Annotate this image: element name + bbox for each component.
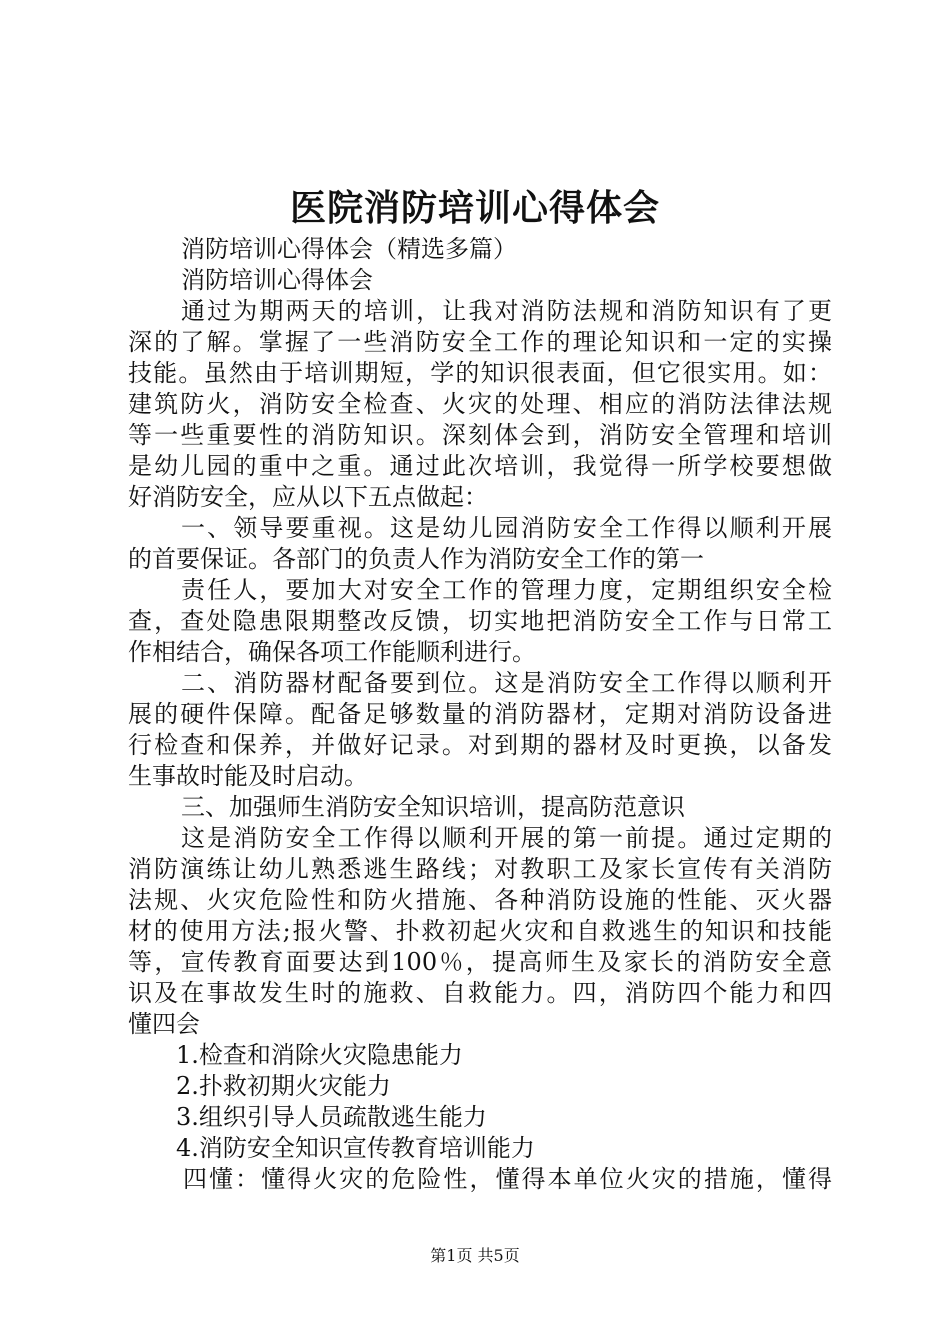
list-item: 3.组织引导人员疏散逃生能力 [176,1103,487,1131]
paragraph-line: 展的硬件保障。配备足够数量的消防器材，定期对消防设备进 [128,700,832,728]
paragraph-line: 通过为期两天的培训，让我对消防法规和消防知识有了更 [181,297,832,325]
paragraph-line: 深的了解。掌握了一些消防安全工作的理论知识和一定的实操 [128,328,832,356]
paragraph-line: 作相结合，确保各项工作能顺利进行。 [128,638,536,666]
paragraph-line: 技能。虽然由于培训期短，学的知识很表面，但它很实用。如： [128,359,832,387]
subtitle-line: 消防培训心得体会（精选多篇） [181,235,517,263]
document-body [128,234,832,1195]
section-heading: 消防培训心得体会 [181,266,373,294]
list-item: 1.检查和消除火灾隐患能力 [176,1041,463,1069]
paragraph-line: 等，宣传教育面要达到100％，提高师生及家长的消防安全意 [128,948,832,976]
paragraph-line: 的首要保证。各部门的负责人作为消防安全工作的第一 [128,545,704,573]
paragraph-line: 这是消防安全工作得以顺利开展的第一前提。通过定期的 [181,824,832,852]
section-heading: 三、加强师生消防安全知识培训，提高防范意识 [181,793,685,821]
paragraph-line: 行检查和保养，并做好记录。对到期的器材及时更换，以备发 [128,731,832,759]
paragraph-line: 生事故时能及时启动。 [128,762,368,790]
page-number: 第1页 共5页 [430,1246,520,1265]
paragraph-line: 责任人，要加大对安全工作的管理力度，定期组织安全检 [181,576,832,604]
paragraph-line: 消防演练让幼儿熟悉逃生路线；对教职工及家长宣传有关消防 [128,855,832,883]
paragraph-line: 一、领导要重视。这是幼儿园消防安全工作得以顺利开展 [181,514,832,542]
paragraph-line: 好消防安全，应从以下五点做起： [128,483,488,511]
paragraph-line: 懂四会 [128,1010,200,1038]
paragraph-line: 是幼儿园的重中之重。通过此次培训，我觉得一所学校要想做 [128,452,832,480]
list-item: 2.扑救初期火灾能力 [176,1072,391,1100]
paragraph-line: 建筑防火，消防安全检查、火灾的处理、相应的消防法律法规 [128,390,832,418]
paragraph-line: 等一些重要性的消防知识。深刻体会到，消防安全管理和培训 [128,421,832,449]
paragraph-line: 材的使用方法;报火警、扑救初起火灾和自救逃生的知识和技能 [128,917,832,945]
paragraph-line: 二、消防器材配备要到位。这是消防安全工作得以顺利开 [181,669,832,697]
document-title: 医院消防培训心得体会 [289,187,660,229]
paragraph-line: 四懂：懂得火灾的危险性，懂得本单位火灾的措施，懂得 [183,1165,832,1193]
paragraph-line: 识及在事故发生时的施救、自救能力。四，消防四个能力和四 [128,979,832,1007]
paragraph-line: 查，查处隐患限期整改反馈，切实地把消防安全工作与日常工 [128,607,832,635]
paragraph-line: 法规、火灾危险性和防火措施、各种消防设施的性能、灭火器 [128,886,832,914]
list-item: 4.消防安全知识宣传教育培训能力 [176,1134,535,1162]
